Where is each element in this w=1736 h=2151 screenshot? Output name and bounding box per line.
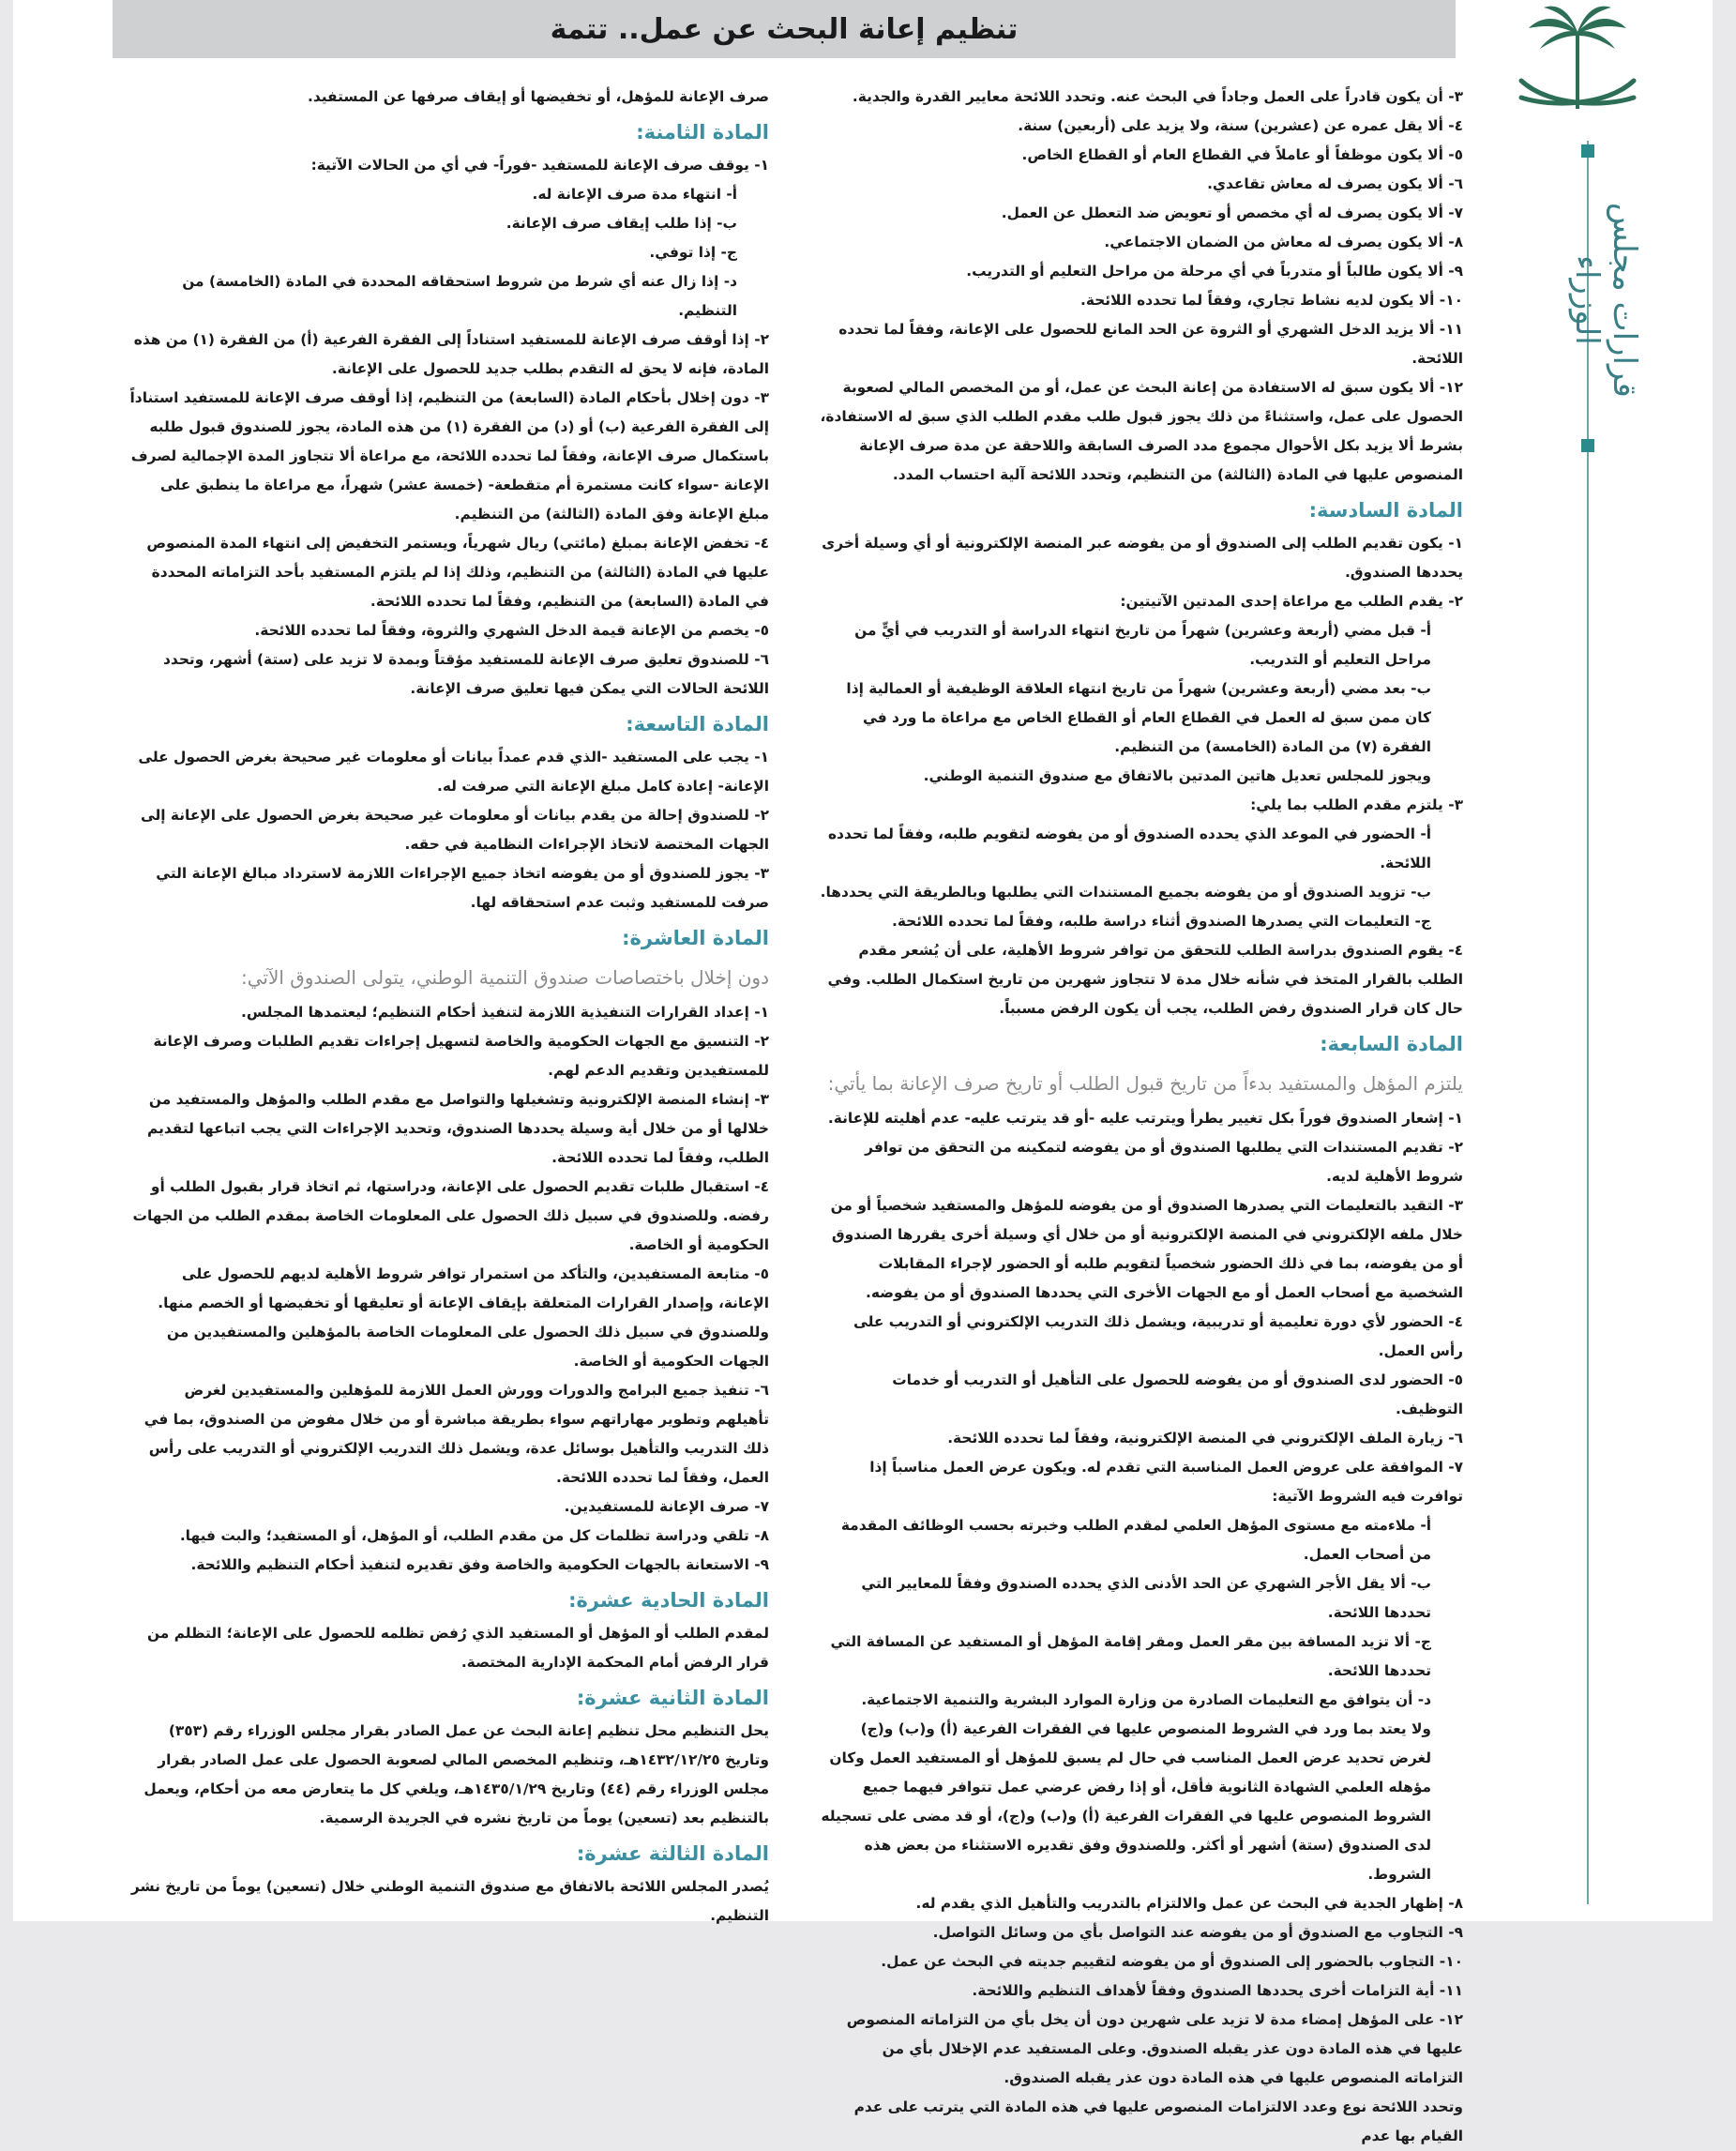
sub-clause: أ- ملاءمته مع مستوى المؤهل العلمي لمقدم الطلب وخبرته بحسب الوظائف المقدمة من أصحاب العمل. <box>840 1517 1431 1563</box>
sub-clause: أ- انتهاء مدة صرف الإعانة له. <box>532 186 737 203</box>
clause-paragraph: ٦- للصندوق تعليق صرف الإعانة للمستفيد مؤقتاً وبمدة لا تزيد على (ستة) أشهر، وتحدد اللائحة الحالات التي يمكن فيها تعليق صرف الإعانة. <box>163 651 769 697</box>
article-heading: المادة الحادية عشرة: <box>568 1589 769 1612</box>
sub-clause: ب- ألا يقل الأجر الشهري عن الحد الأدنى الذي يحدده الصندوق وفقاً للمعايير التي تحددها اللائحة. <box>861 1575 1431 1621</box>
clause-paragraph: ١- إشعار الصندوق فوراً بكل تغيير يطرأ ويترتب عليه -أو قد يترتب عليه- عدم أهليته للإعانة. <box>827 1110 1463 1127</box>
side-square-bottom <box>1581 439 1594 452</box>
clause-paragraph: ٤- يقوم الصندوق بدراسة الطلب للتحقق من توافر شروط الأهلية، على أن يُشعر مقدم الطلب بالقرار المتخذ في شأنه خلال مدة لا تتجاوز شهرين من تاريخ استكمال الطلب. وفي حال كان قرار الصندوق رفض الطلب، يجب أن يكون الرفض مسبباً. <box>827 942 1463 1017</box>
clause-paragraph: ١١- أية التزامات أخرى يحددها الصندوق وفقاً لأهداف التنظيم واللائحة. <box>972 1982 1463 1999</box>
clause-paragraph: ٦- تنفيذ جميع البرامج والدورات وورش العمل اللازمة للمؤهلين والمستفيدين لغرض تأهيلهم وتطوير مهاراتهم سواء بطريقة مباشرة أو من خلال مفوض من الصندوق، بما في ذلك التدريب والتأهيل بوسائل عدة، ويشمل ذلك التدريب الإلكتروني أو التدريب على رأس العمل، وفقاً لما تحدده اللائحة. <box>143 1382 769 1486</box>
sub-clause: ب- تزويد الصندوق أو من يفوضه بجميع المستندات التي يطلبها وبالطريقة التي يحددها. <box>820 884 1431 901</box>
clause-paragraph: ٦- ألا يكون يصرف له معاش تقاعدي. <box>1207 175 1463 192</box>
sub-clause: د- إذا زال عنه أي شرط من شروط استحقاقه المحددة في المادة (الخامسة) من التنظيم. <box>182 273 737 319</box>
clause-paragraph: ٤- تخفض الإعانة بمبلغ (مائتي) ريال شهرياً، ويستمر التخفيض إلى انتهاء المدة المنصوص عليها في المادة (الثالثة) من التنظيم، وذلك إذا لم يلتزم المستفيد بأحد التزاماته المحددة في المادة (السابعة) من التنظيم، وفقاً لما تحدده اللائحة. <box>146 535 769 610</box>
clause-paragraph: ٧- صرف الإعانة للمستفيدين. <box>564 1498 769 1515</box>
sub-clause: ب- إذا طلب إيقاف صرف الإعانة. <box>506 215 737 232</box>
side-square-top <box>1581 144 1594 158</box>
article-heading: المادة الثالثة عشرة: <box>576 1842 769 1865</box>
page-title: تنظيم إعانة البحث عن عمل.. تتمة <box>550 12 1019 46</box>
article-heading: المادة العاشرة: <box>622 927 769 949</box>
title-bar <box>113 0 1456 58</box>
clause-paragraph: ٨- تلقي ودراسة تظلمات كل من مقدم الطلب، أو المؤهل، أو المستفيد؛ والبت فيها. <box>179 1527 769 1544</box>
article-intro: يلتزم المؤهل والمستفيد بدءاً من تاريخ قبول الطلب أو تاريخ صرف الإعانة بما يأتي: <box>827 1072 1463 1095</box>
clause-paragraph: ١- يكون تقديم الطلب إلى الصندوق أو من يفوضه عبر المنصة الإلكترونية أو أي وسيلة أخرى يحددها الصندوق. <box>822 535 1463 581</box>
clause-paragraph: ٣- إنشاء المنصة الإلكترونية وتشغيلها والتواصل مع مقدم الطلب والمؤهل والمستفيد من خلالها أو من خلال أية وسيلة يحددها الصندوق، وتحديد الإجراءات التي يجب اتباعها لتقديم الطلب، وفقاً لما تحدده اللائحة. <box>147 1091 769 1166</box>
clause-paragraph: ٣- دون إخلال بأحكام المادة (السابعة) من التنظيم، إذا أوقف صرف الإعانة للمستفيد استناداً إلى الفقرة الفرعية (ب) أو (د) من الفقرة (١) من هذه المادة، يجوز للصندوق قبول طلبه باستكمال صرف الإعانة، وفقاً لما تحدده اللائحة، مع مراعاة ألا تتجاوز المدة الإجمالية لصرف الإعانة -سواء كانت مستمرة أم متقطعة- (خمسة عشر) شهراً، مع مراعاة ما ينطبق على مبلغ الإعانة وفق المادة (الثالثة) من التنظيم. <box>129 389 769 523</box>
clause-paragraph: ١٠- ألا يكون لديه نشاط تجاري، وفقاً لما تحدده اللائحة. <box>1079 292 1463 309</box>
clause-paragraph: ٥- الحضور لدى الصندوق أو من يفوضه للحصول على التأهيل أو التدريب أو خدمات التوظيف. <box>892 1371 1463 1417</box>
clause-paragraph: ٥- يخصم من الإعانة قيمة الدخل الشهري والثروة، وفقاً لما تحدده اللائحة. <box>254 622 769 639</box>
sub-clause: ج- إذا توفي. <box>649 244 737 261</box>
clause-paragraph: ٩- التجاوب مع الصندوق أو من يفوضه عند التواصل بأي من وسائل التواصل. <box>932 1924 1463 1941</box>
sub-clause: ج- ألا تزيد المسافة بين مقر العمل ومقر إقامة المؤهل أو المستفيد عن المسافة التي تحددها اللائحة. <box>830 1633 1431 1679</box>
section-side-label: قرارات مجلس الوزراء <box>1568 203 1643 398</box>
clause-paragraph: ١٢- ألا يكون سبق له الاستفادة من إعانة البحث عن عمل، أو من المخصص المالي لصعوبة الحصول على عمل، واستثناءً من ذلك يجوز قبول طلب مقدم الطلب الذي سبق له الاستفادة، بشرط ألا يزيد بكل الأحوال مجموع مدد الصرف السابقة واللاحقة عن مدة صرف الإعانة المنصوص عليها في المادة (الثالثة) من التنظيم، وتحدد اللائحة آلية احتساب المدد. <box>820 379 1463 483</box>
clause-paragraph: ٤- استقبال طلبات تقديم الحصول على الإعانة، ودراستها، ثم اتخاذ قرار بقبول الطلب أو رفضه. وللصندوق في سبيل ذلك الحصول على المعلومات الخاصة بمقدم الطلب من الجهات الحكومية أو الخاصة. <box>132 1178 769 1253</box>
sub-clause: د- أن يتوافق مع التعليمات الصادرة من وزارة الموارد البشرية والتنمية الاجتماعية. <box>861 1691 1431 1708</box>
clause-paragraph: ٣- يلتزم مقدم الطلب بما يلي: <box>1250 796 1463 813</box>
article-intro: دون إخلال باختصاصات صندوق التنمية الوطني، يتولى الصندوق الآتي: <box>240 966 769 989</box>
sub-clause: ب- بعد مضي (أربعة وعشرين) شهراً من تاريخ انتهاء العلاقة الوظيفية أو العمالية إذا كان ممن سبق له العمل في القطاع العام أو القطاع الخاص مع مراعاة ما ورد في الفقرة (٧) من المادة (الخامسة) من التنظيم. <box>846 680 1431 755</box>
clause-paragraph: ١- يوقف صرف الإعانة للمستفيد -فوراً- في أي من الحالات الآتية: <box>310 157 769 174</box>
left-column <box>128 83 769 1931</box>
clause-paragraph: ٧- ألا يكون يصرف له أي مخصص أو تعويض ضد التعطل عن العمل. <box>1001 204 1463 221</box>
clause-paragraph: ١٢- على المؤهل إمضاء مدة لا تزيد على شهرين دون أن يخل بأي من التزاماته المنصوص عليها في هذه المادة دون عذر يقبله الصندوق. وعلى المستفيد عدم الإخلال بأي من التزاماته المنصوص عليها في هذه المادة دون عذر يقبله الصندوق. <box>846 2011 1463 2086</box>
clause-paragraph: يُصدر المجلس اللائحة بالاتفاق مع صندوق التنمية الوطني خلال (تسعين) يوماً من تاريخ نشر التنظيم. <box>130 1878 769 1924</box>
article-heading: المادة السادسة: <box>1308 499 1463 522</box>
document-page <box>13 0 1713 2144</box>
palm-and-swords-emblem-icon <box>1502 4 1653 126</box>
clause-paragraph: ٤- ألا يقل عمره عن (عشرين) سنة، ولا يزيد على (أربعين) سنة. <box>1018 117 1463 134</box>
clause-paragraph: ٩- الاستعانة بالجهات الحكومية والخاصة وفق تقديره لتنفيذ أحكام التنظيم واللائحة. <box>190 1556 769 1573</box>
clause-paragraph: ٨- ألا يكون يصرف له معاش من الضمان الاجتماعي. <box>1104 234 1463 250</box>
sub-clause: ج- التعليمات التي يصدرها الصندوق أثناء دراسة طلبه، وفقاً لما تحدده اللائحة. <box>892 913 1431 930</box>
clause-paragraph: لمقدم الطلب أو المؤهل أو المستفيد الذي رُفض تظلمه للحصول على الإعانة؛ التظلم من قرار الرفض أمام المحكمة الإدارية المختصة. <box>146 1625 769 1671</box>
clause-paragraph: ٣- التقيد بالتعليمات التي يصدرها الصندوق أو من يفوضه للمؤهل والمستفيد شخصياً أو من خلال ملفه الإلكتروني في المنصة الإلكترونية أو من خلال أي وسيلة أخرى يقررها الصندوق أو من يفوضه، بما في ذلك الحضور شخصياً لتقويم طلبه أو الحضور لإجراء المقابلات الشخصية مع أصحاب العمل أو مع الجهات الأخرى التي يحددها الصندوق أو من يفوضه. <box>830 1197 1463 1301</box>
article-heading: المادة الثامنة: <box>636 121 769 144</box>
sub-clause: ويجوز للمجلس تعديل هاتين المدتين بالاتفاق مع صندوق التنمية الوطني. <box>923 767 1431 784</box>
clause-paragraph: ٢- إذا أوقف صرف الإعانة للمستفيد استناداً إلى الفقرة الفرعية (أ) من الفقرة (١) من هذه المادة، فإنه لا يحق له التقدم بطلب جديد للحصول على الإعانة. <box>133 331 769 377</box>
clause-paragraph: ٢- تقديم المستندات التي يطلبها الصندوق أو من يفوضه لتمكينه من التحقق من توافر شروط الأهلية لديه. <box>865 1139 1463 1185</box>
clause-paragraph: ١- يجب على المستفيد -الذي قدم عمداً بيانات أو معلومات غير صحيحة بغرض الحصول على الإعانة- إعادة كامل مبلغ الإعانة التي صرفت له. <box>138 749 769 795</box>
clause-paragraph: ٢- يقدم الطلب مع مراعاة إحدى المدتين الآتيتين: <box>1120 593 1463 610</box>
clause-paragraph: يحل التنظيم محل تنظيم إعانة البحث عن عمل الصادر بقرار مجلس الوزراء رقم (٣٥٣) وتاريخ ١٤٣٢/١٢/٢٥هـ، وتنظيم المخصص المالي لصعوبة الحصول على عمل الصادر بقرار مجلس الوزراء رقم (٤٤) وتاريخ ١٤٣٥/١/٢٩هـ، ويلغي كل ما يتعارض معه من أحكام، ويعمل بالتنظيم بعد (تسعين) يوماً من تاريخ نشره في الجريدة الرسمية. <box>143 1722 769 1826</box>
clause-paragraph: ١٠- التجاوب بالحضور إلى الصندوق أو من يفوضه لتقييم جديته في البحث عن عمل. <box>881 1953 1463 1970</box>
clause-paragraph: ٢- التنسيق مع الجهات الحكومية والخاصة لتسهيل إجراءات تقديم الطلبات وصرف الإعانة للمستفيدين وتقديم الدعم لهم. <box>153 1033 769 1079</box>
clause-paragraph: ١- إعداد القرارات التنفيذية اللازمة لتنفيذ أحكام التنظيم؛ ليعتمدها المجلس. <box>240 1004 769 1021</box>
clause-paragraph: ٥- ألا يكون موظفاً أو عاملاً في القطاع العام أو القطاع الخاص. <box>1021 146 1463 163</box>
clause-paragraph: ١١- ألا يزيد الدخل الشهري أو الثروة عن الحد المانع للحصول على الإعانة، وفقاً لما تحدده اللائحة. <box>838 321 1463 367</box>
clause-paragraph: صرف الإعانة للمؤهل، أو تخفيضها أو إيقاف صرفها عن المستفيد. <box>307 88 769 105</box>
clause-paragraph: ٨- إظهار الجدية في البحث عن عمل والالتزام بالتدريب والتأهيل الذي يقدم له. <box>915 1895 1463 1912</box>
article-heading: المادة التاسعة: <box>626 713 769 735</box>
clause-paragraph: ٦- زيارة الملف الإلكتروني في المنصة الإلكترونية، وفقاً لما تحدده اللائحة. <box>947 1430 1463 1447</box>
clause-paragraph: ٣- أن يكون قادراً على العمل وجاداً في البحث عنه. وتحدد اللائحة معايير القدرة والجدية. <box>852 88 1463 105</box>
article-heading: المادة الثانية عشرة: <box>576 1687 769 1709</box>
clause-paragraph: ٩- ألا يكون طالباً أو متدرباً في أي مرحلة من مراحل التعليم أو التدريب. <box>966 263 1463 280</box>
sub-clause: أ- الحضور في الموعد الذي يحدده الصندوق أو من يفوضه لتقويم طلبه، وفقاً لما تحدده اللائحة. <box>827 826 1431 871</box>
clause-paragraph: وتحدد اللائحة نوع وعدد الالتزامات المنصوص عليها في هذه المادة التي يترتب على عدم القيام بها عدم <box>853 2098 1463 2144</box>
clause-paragraph: ٧- الموافقة على عروض العمل المناسبة التي تقدم له. ويكون عرض العمل مناسباً إذا توافرت فيه الشروط الآتية: <box>869 1459 1463 1505</box>
clause-paragraph: ٢- للصندوق إحالة من يقدم بيانات أو معلومات غير صحيحة بغرض الحصول على الإعانة إلى الجهات المختصة لاتخاذ الإجراءات النظامية في حقه. <box>140 807 769 853</box>
clause-paragraph: ٣- يجوز للصندوق أو من يفوضه اتخاذ جميع الإجراءات اللازمة لاسترداد مبالغ الإعانة التي صرفت للمستفيد وثبت عدم استحقاقه لها. <box>156 865 769 911</box>
sub-clause: ولا يعتد بما ورد في الشروط المنصوص عليها في الفقرات الفرعية (أ) و(ب) و(ج) لغرض تحديد عرض العمل المناسب في حال لم يسبق للمؤهل أو المستفيد العمل وكان مؤهله العلمي الشهادة الثانوية فأقل، أو إذا رفض عرضي عمل تتوافر فيهما جميع الشروط المنصوص عليها في الفقرات الفرعية (أ) و(ب) و(ج)، أو قد مضى على تسجيله لدى الصندوق (ستة) أشهر أو أكثر. وللصندوق وفق تقديره الاستثناء من بعض هذه الشروط. <box>821 1720 1431 1883</box>
sub-clause: أ- قبل مضي (أربعة وعشرين) شهراً من تاريخ انتهاء الدراسة أو التدريب في أيٍّ من مراحل التعليم أو التدريب. <box>854 622 1431 668</box>
article-heading: المادة السابعة: <box>1320 1033 1463 1055</box>
right-column <box>820 83 1463 2151</box>
side-strip <box>1465 0 1713 1921</box>
clause-paragraph: ٥- متابعة المستفيدين، والتأكد من استمرار توافر شروط الأهلية لديهم للحصول على الإعانة، وإصدار القرارات المتعلقة بإيقاف الإعانة أو تعليقها أو تخفيضها أو الخصم منها. وللصندوق في سبيل ذلك الحصول على المعلومات الخاصة بالمؤهلين والمستفيدين من الجهات الحكومية أو الخاصة. <box>158 1265 769 1370</box>
clause-paragraph: ٤- الحضور لأي دورة تعليمية أو تدريبية، ويشمل ذلك التدريب الإلكتروني أو التدريب على رأس العمل. <box>853 1313 1463 1359</box>
